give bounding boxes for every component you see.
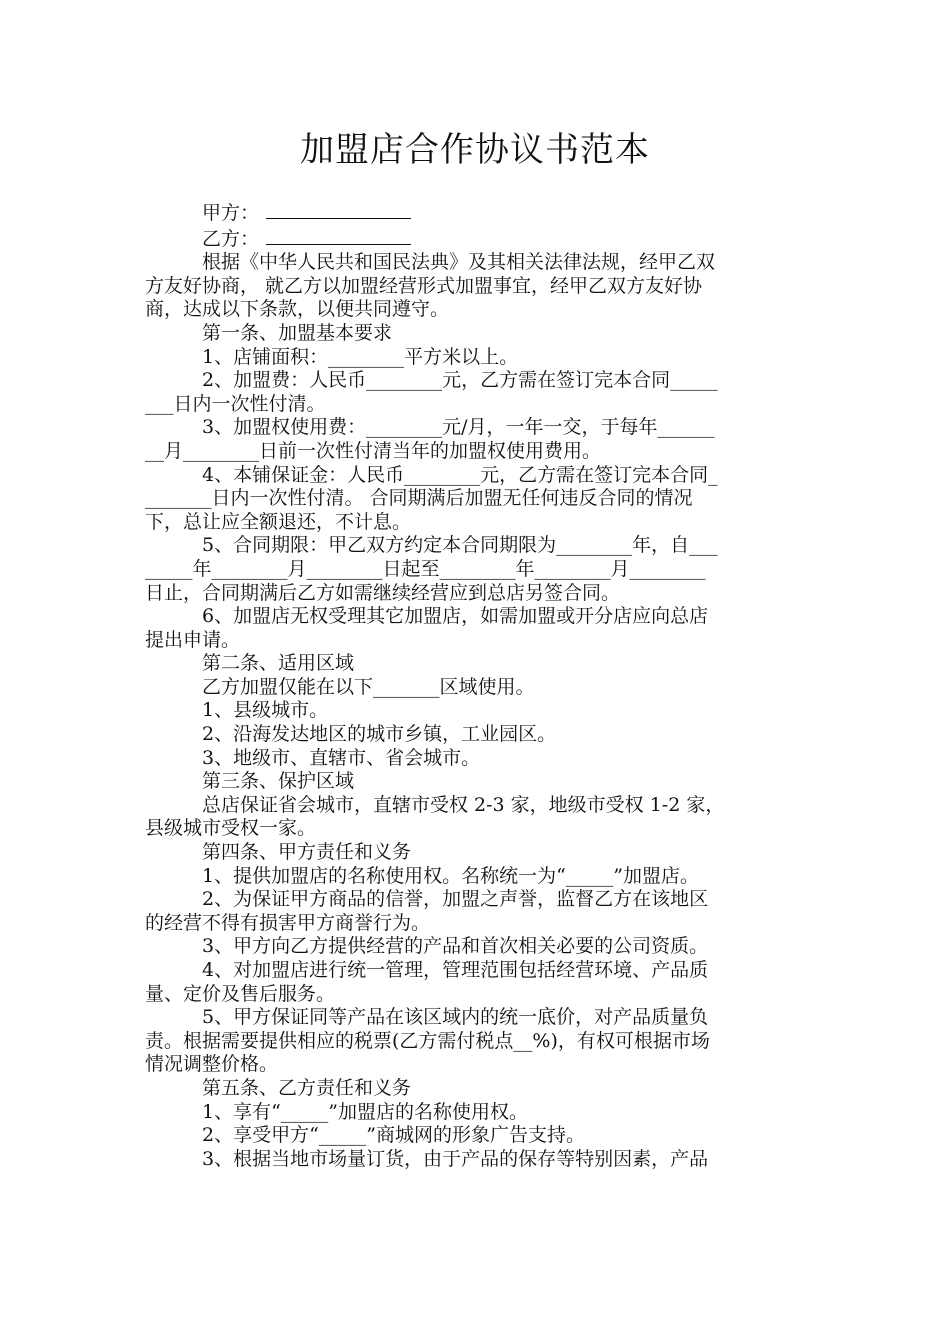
party-b-label: 乙方：	[202, 227, 260, 250]
body-line: 5、甲方保证同等产品在该区域内的统一底价，对产品质量负	[202, 1006, 709, 1029]
party-b-blank	[266, 226, 411, 245]
body-line: 3、加盟权使用费：________元/月，一年一交，于每年______	[202, 416, 715, 439]
body-line: 5、合同期限：甲乙双方约定本合同期限为________年，自___	[202, 534, 718, 557]
body-line: 责。根据需要提供相应的税票(乙方需付税点__%)，有权可根据市场	[145, 1029, 710, 1052]
body-line: 情况调整价格。	[145, 1053, 279, 1076]
body-line: 1、提供加盟店的名称使用权。名称统一为“_____”加盟店。	[202, 864, 700, 887]
body-line: 的经营不得有损害甲方商誉行为。	[145, 911, 431, 934]
body-line: 日止，合同期满后乙方如需继续经营应到总店另签合同。	[145, 581, 621, 604]
party-a-blank	[266, 200, 411, 219]
body-line: 乙方加盟仅能在以下_______区域使用。	[202, 675, 535, 698]
body-line: 1、享有“_____”加盟店的名称使用权。	[202, 1100, 529, 1123]
body-line: 3、甲方向乙方提供经营的产品和首次相关必要的公司资质。	[202, 935, 709, 958]
body-line: 2、为保证甲方商品的信誉，加盟之声誉，监督乙方在该地区	[202, 888, 709, 911]
body-line: 第五条、乙方责任和义务	[202, 1076, 412, 1099]
body-line: 量、定价及售后服务。	[145, 982, 336, 1005]
body-line: _______日内一次性付清。 合同期满后加盟无任何违反合同的情况	[145, 487, 693, 510]
body-line: 下，总让应全额退还，不计息。	[145, 510, 412, 533]
body-line: 4、对加盟店进行统一管理，管理范围包括经营环境、产品质	[202, 959, 709, 981]
party-a-label: 甲方：	[202, 202, 260, 224]
body-line: 第一条、加盟基本要求	[202, 321, 393, 344]
body-line: 3、地级市、直辖市、省会城市。	[202, 746, 481, 769]
body-line: 提出申请。	[145, 628, 241, 651]
body-line: 2、沿海发达地区的城市乡镇，工业园区。	[202, 723, 557, 746]
body-line: ___日内一次性付清。	[145, 392, 326, 415]
party-a-line	[145, 200, 807, 226]
body-line: 2、加盟费：人民币________元，乙方需在签订完本合同_____	[202, 369, 718, 392]
party-b-line	[145, 226, 807, 252]
body-line: 3、根据当地市场量订货，由于产品的保存等特别因素，产品	[202, 1147, 709, 1170]
body-line: __月________日前一次性付清当年的加盟权使用费用。	[145, 439, 602, 462]
body-line: 县级城市受权一家。	[145, 817, 317, 840]
body-line: _____年________月________日起至________年________月________	[145, 557, 706, 580]
body-line: 4、本铺保证金：人民币________元，乙方需在签订完本合同_	[202, 463, 718, 486]
document-title: 加盟店合作协议书范本	[300, 130, 650, 170]
document-body	[145, 200, 807, 1171]
body-line: 第二条、适用区域	[202, 652, 355, 675]
body-line: 第四条、甲方责任和义务	[202, 841, 412, 864]
body-line: 6、加盟店无权受理其它加盟店，如需加盟或开分店应向总店	[202, 605, 709, 628]
body-line: 1、县级城市。	[202, 699, 329, 722]
body-line: 根据《中华人民共和国民法典》及其相关法律法规，经甲乙双	[202, 251, 716, 274]
body-line: 方友好协商， 就乙方以加盟经营形式加盟事宜，经甲乙双方友好协	[145, 274, 703, 297]
body-line: 第三条、保护区域	[202, 770, 355, 793]
body-line: 2、享受甲方“_____”商城网的形象广告支持。	[202, 1124, 586, 1147]
body-line: 1、店铺面积：________平方米以上。	[202, 345, 519, 368]
body-line: 总店保证省会城市，直辖市受权 2-3 家，地级市受权 1-2 家，	[202, 793, 725, 816]
body-line: 商，达成以下条款，以便共同遵守。	[145, 298, 450, 321]
